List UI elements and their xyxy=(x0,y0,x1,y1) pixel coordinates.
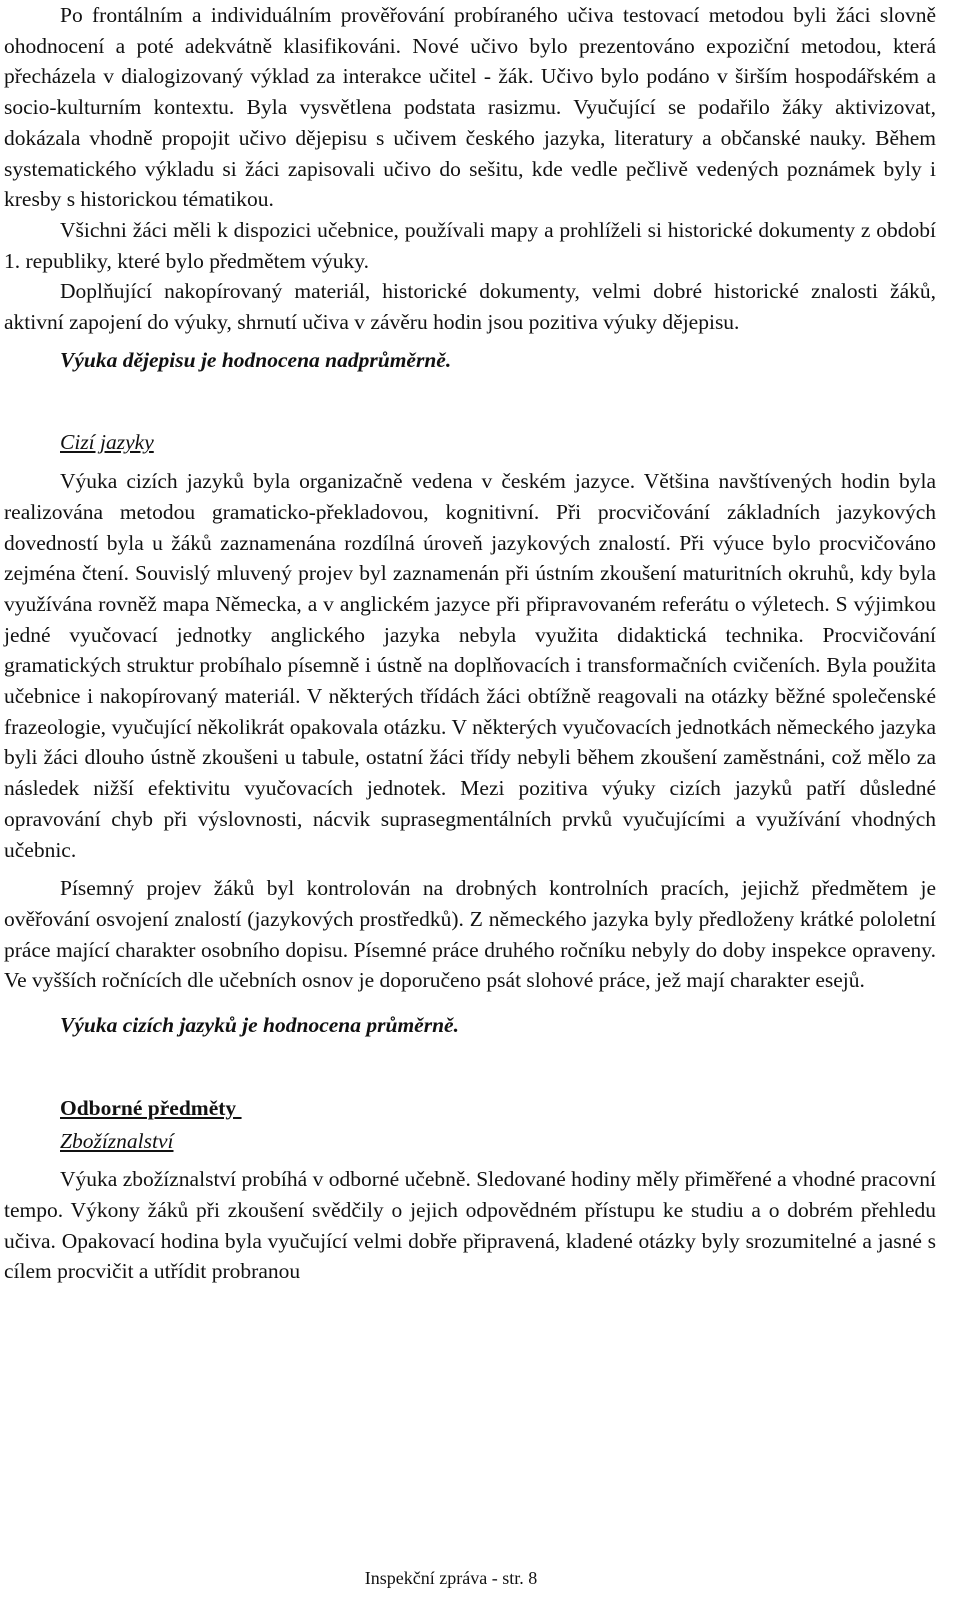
history-paragraph-1: Po frontálním a individuálním prověřování probíraného učiva testovací metodou byli žáci slovně ohodnocení a poté adekvátně klasifikováni. Nové učivo bylo prezentováno expoziční metodou, která přecházela v dialogizovaný výklad za interakce učitel - žák. Učivo bylo podáno v širším hospodářském a socio-kulturním kontextu. Byla vysvětlena podstata rasizmu. Vyučující se podařilo žáky aktivizovat, dokázala vhodně propojit učivo dějepisu s učivem českého jazyka, literatury a občanské nauky. Během systematického výkladu si žáci zapisovali učivo do sešitu, kde vedle pečlivě vedených poznámek byly i kresby s historickou tématikou. xyxy=(4,3,936,212)
history-verdict: Výuka dějepisu je hodnocena nadprůměrně. xyxy=(60,347,452,372)
history-paragraph-2: Všichni žáci měli k dispozici učebnice, používali mapy a prohlíželi si historické dokumenty z období 1. republiky, které bylo předmětem výuky. xyxy=(4,217,936,273)
subheading-commodity-science: Zbožíznalství xyxy=(60,1128,174,1153)
languages-paragraph-1: Výuka cizích jazyků byla organizačně vedena v českém jazyce. Většina navštívených hodin byla realizována metodou gramaticko-překladovou, kognitivní. Při procvičování základních jazykových dovedností byla u žáků zaznamenána rozdílná úroveň jazykových znalostí. Při výuce bylo procvičováno zejména čtení. Souvislý mluvený projev byl zaznamenán při ústním zkoušení maturitních okruhů, kdy byla využívána rovněž mapa Německa, a v anglickém jazyce při připravovaném referátu o výletech. S výjimkou jedné vyučovací jednotky anglického jazyka nebyla využita didaktická technika. Procvičování gramatických struktur probíhalo písemně i ústně na doplňovacích i transformačních cvičeních. Byla použita učebnice i nakopírovaný materiál. V některých třídách žáci obtížně reagovali na otázky běžné společenské frazeologie, vyučující několikrát opakovala otázku. V některých vyučovacích jednotkách německého jazyka byli žáci dlouho ústně zkoušeni u tabule, ostatní žáci třídy nebyli během zkoušení zaměstnáni, což mělo za následek nižší efektivitu vyučovacích jednotek. Mezi pozitiva výuky cizích jazyků patří důsledné opravování chyb při výslovnosti, nácvik suprasegmentálních prvků vyučujícími a využívání vhodných učebnic. xyxy=(4,469,936,862)
report-page xyxy=(4,0,936,1287)
vocational-paragraph-1: Výuka zbožíznalství probíhá v odborné učebně. Sledované hodiny měly přiměřené a vhodné pracovní tempo. Výkony žáků při zkoušení svědčily o jejich odpovědném přístupu ke studiu a o dobrém přehledu učiva. Opakovací hodina byla vyučující velmi dobře připravená, kladené otázky byly srozumitelné a jasné s cílem procvičit a utřídit probranou xyxy=(4,1167,936,1284)
languages-paragraph-2: Písemný projev žáků byl kontrolován na drobných kontrolních pracích, jejichž předmětem je ověřování osvojení znalostí (jazykových prostředků). Z německého jazyka byly předloženy krátké pololetní práce mající charakter osobního dopisu. Písemné práce druhého ročníku nebyly do doby inspekce opraveny. Ve vyšších ročnících dle učebních osnov je doporučeno psát slohové práce, jež mají charakter esejů. xyxy=(4,876,936,993)
section-heading-foreign-languages: Cizí jazyky xyxy=(60,430,154,455)
page-footer: Inspekční zpráva - str. 8 xyxy=(364,1568,538,1588)
section-heading-vocational-subjects: Odborné předměty xyxy=(60,1095,242,1120)
history-paragraph-3: Doplňující nakopírovaný materiál, historické dokumenty, velmi dobré historické znalosti žáků, aktivní zapojení do výuky, shrnutí učiva v závěru hodin jsou pozitiva výuky dějepisu. xyxy=(4,279,936,335)
languages-verdict: Výuka cizích jazyků je hodnocena průměrně. xyxy=(60,1013,459,1038)
